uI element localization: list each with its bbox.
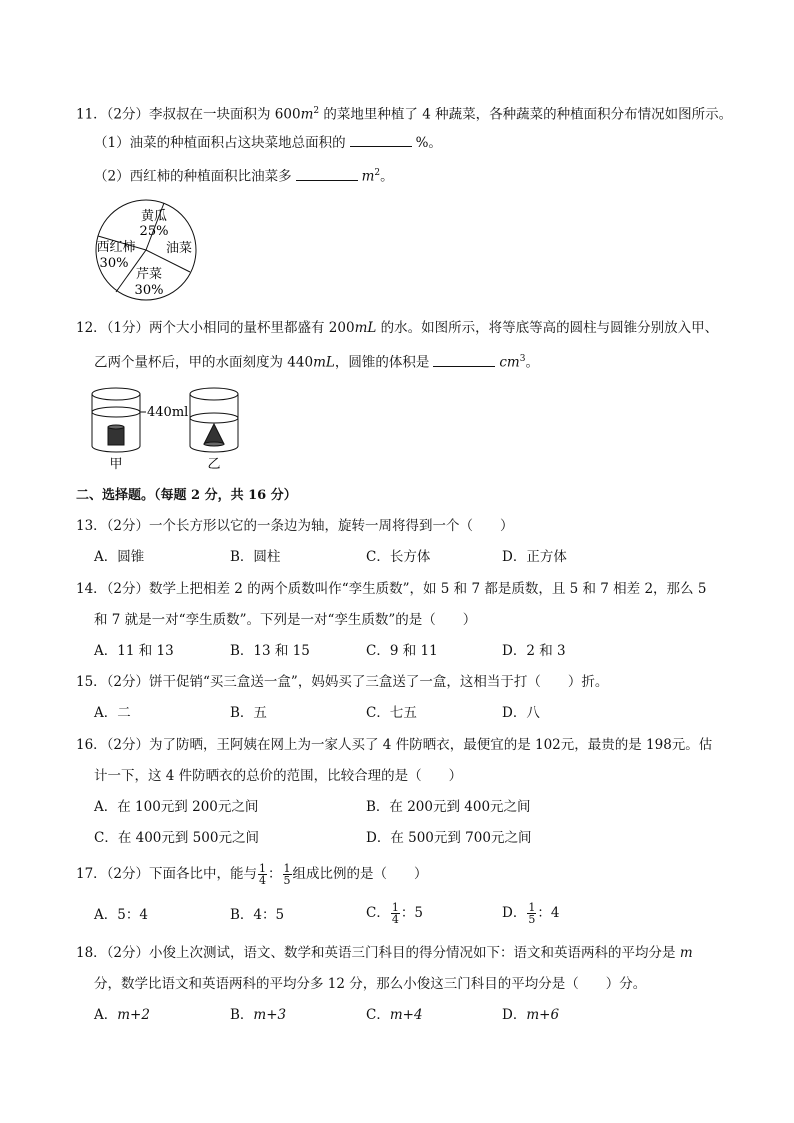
slice-label-xihongshi: 西红柿 <box>96 240 136 255</box>
q16-option-a[interactable]: A．在 100元到 200元之间 <box>94 799 259 815</box>
q18-option-c[interactable]: C．m+4 <box>366 1007 423 1023</box>
q11-part1: （1）油菜的种植面积占这块菜地总面积的 %。 <box>94 135 442 151</box>
q15-stem: 15．（2分）饼干促销“买三盒送一盒”，妈妈买了三盒送了一盒，这相当于打（ ）折。 <box>76 674 609 690</box>
q17-stem: 17．（2分）下面各比中，能与 $\frac{1}{4}$ ： $\frac{1}{5}$ 组成比例的是（ ） <box>76 862 428 887</box>
slice-pct-huanggua: 25% <box>139 224 169 239</box>
fraction: $\frac{1}{5}$ <box>528 901 536 926</box>
q16-line2: 计一下，这 4 件防晒衣的总价的范围，比较合理的是（ ） <box>94 768 463 784</box>
q15-option-a[interactable]: A．二 <box>94 705 131 721</box>
answer-blank[interactable] <box>350 133 412 147</box>
cup-jia <box>92 388 146 452</box>
fraction: $\frac{1}{4}$ <box>259 862 267 887</box>
q11-stem: 11．（2分）李叔叔在一块面积为 $600m^2$ 的菜地里种植了 4 种蔬菜，各种蔬菜的种植面积分布情况如图所示。 <box>76 106 733 123</box>
slice-label-qincai: 芹菜 <box>135 267 163 282</box>
slice-pct-qincai: 30% <box>134 283 164 298</box>
q14-option-c[interactable]: C．9 和 11 <box>366 643 438 659</box>
cup-jia-label: 甲 <box>109 457 123 472</box>
slice-pct-xihongshi: 30% <box>99 256 129 271</box>
cone-object <box>204 424 224 444</box>
q15-option-d[interactable]: D．八 <box>502 705 540 721</box>
q15-option-b[interactable]: B．五 <box>230 705 267 721</box>
q14-line1: 14．（2分）数学上把相差 2 的两个质数叫作“孪生质数”，如 5 和 7 都是质数，且 5 和 7 相差 2，那么 5 <box>76 581 707 597</box>
q13-option-a[interactable]: A．圆锥 <box>94 549 145 565</box>
section-heading: 二、选择题。（每题 2 分，共 16 分） <box>76 488 297 503</box>
q14-option-d[interactable]: D．2 和 3 <box>502 643 566 659</box>
q17-option-c[interactable]: C． $\frac{1}{4}$ ：5 <box>366 901 423 926</box>
cylinder-object <box>108 427 124 445</box>
q18-option-d[interactable]: D．m+6 <box>502 1007 560 1023</box>
q18-line2: 分，数学比语文和英语两科的平均分多 12 分，那么小俊这三门科目的平均分是（ ）分。 <box>94 976 647 992</box>
slice-label-youcai: 油菜 <box>165 241 193 256</box>
fraction: $\frac{1}{5}$ <box>283 862 291 887</box>
q11-part2: （2）西红柿的种植面积比油菜多 $m^2$。 <box>94 168 394 185</box>
cup-yi-label: 乙 <box>207 457 221 472</box>
q16-option-d[interactable]: D．在 500元到 700元之间 <box>366 830 532 846</box>
q16-option-b[interactable]: B．在 200元到 400元之间 <box>366 799 531 815</box>
q13-stem: 13．（2分）一个长方形以它的一条边为轴，旋转一周将得到一个（ ） <box>76 518 514 534</box>
q17-option-b[interactable]: B．4：5 <box>230 907 285 923</box>
fraction: $\frac{1}{4}$ <box>391 901 399 926</box>
q17-option-d[interactable]: D． $\frac{1}{5}$ ：4 <box>502 901 560 926</box>
q12-line2: 乙两个量杯后，甲的水面刻度为 440mL，圆锥的体积是 $cm^3$。 <box>94 354 539 371</box>
measuring-cups-figure <box>88 384 258 472</box>
q17-option-a[interactable]: A．5：4 <box>94 907 148 923</box>
water-mark-label: 440ml <box>147 405 189 420</box>
q14-option-a[interactable]: A．11 和 13 <box>94 643 174 659</box>
q18-option-a[interactable]: A．m+2 <box>94 1007 150 1023</box>
q14-option-b[interactable]: B．13 和 15 <box>230 643 310 659</box>
q13-option-d[interactable]: D．正方体 <box>502 549 567 565</box>
q13-option-b[interactable]: B．圆柱 <box>230 549 281 565</box>
q12-line1: 12．（1分）两个大小相同的量杯里都盛有 200mL 的水。如图所示，将等底等高的圆柱与圆锥分别放入甲、 <box>76 320 719 336</box>
answer-blank[interactable] <box>433 353 495 367</box>
vegetable-pie-chart <box>92 196 204 304</box>
q18-option-b[interactable]: B．m+3 <box>230 1007 287 1023</box>
q18-line1: 18．（2分）小俊上次测试，语文、数学和英语三门科目的得分情况如下：语文和英语两科的平均分是 m <box>76 945 693 961</box>
q16-line1: 16．（2分）为了防晒，王阿姨在网上为一家人买了 4 件防晒衣，最便宜的是 102元，最贵的是 198元。估 <box>76 737 713 753</box>
cup-yi <box>190 388 238 452</box>
answer-blank[interactable] <box>296 167 358 181</box>
q13-option-c[interactable]: C．长方体 <box>366 549 431 565</box>
q15-option-c[interactable]: C．七五 <box>366 705 417 721</box>
q14-line2: 和 7 就是一对“孪生质数”。下列是一对“孪生质数”的是（ ） <box>94 612 477 628</box>
slice-label-huanggua: 黄瓜 <box>140 209 168 224</box>
q16-option-c[interactable]: C．在 400元到 500元之间 <box>94 830 259 846</box>
